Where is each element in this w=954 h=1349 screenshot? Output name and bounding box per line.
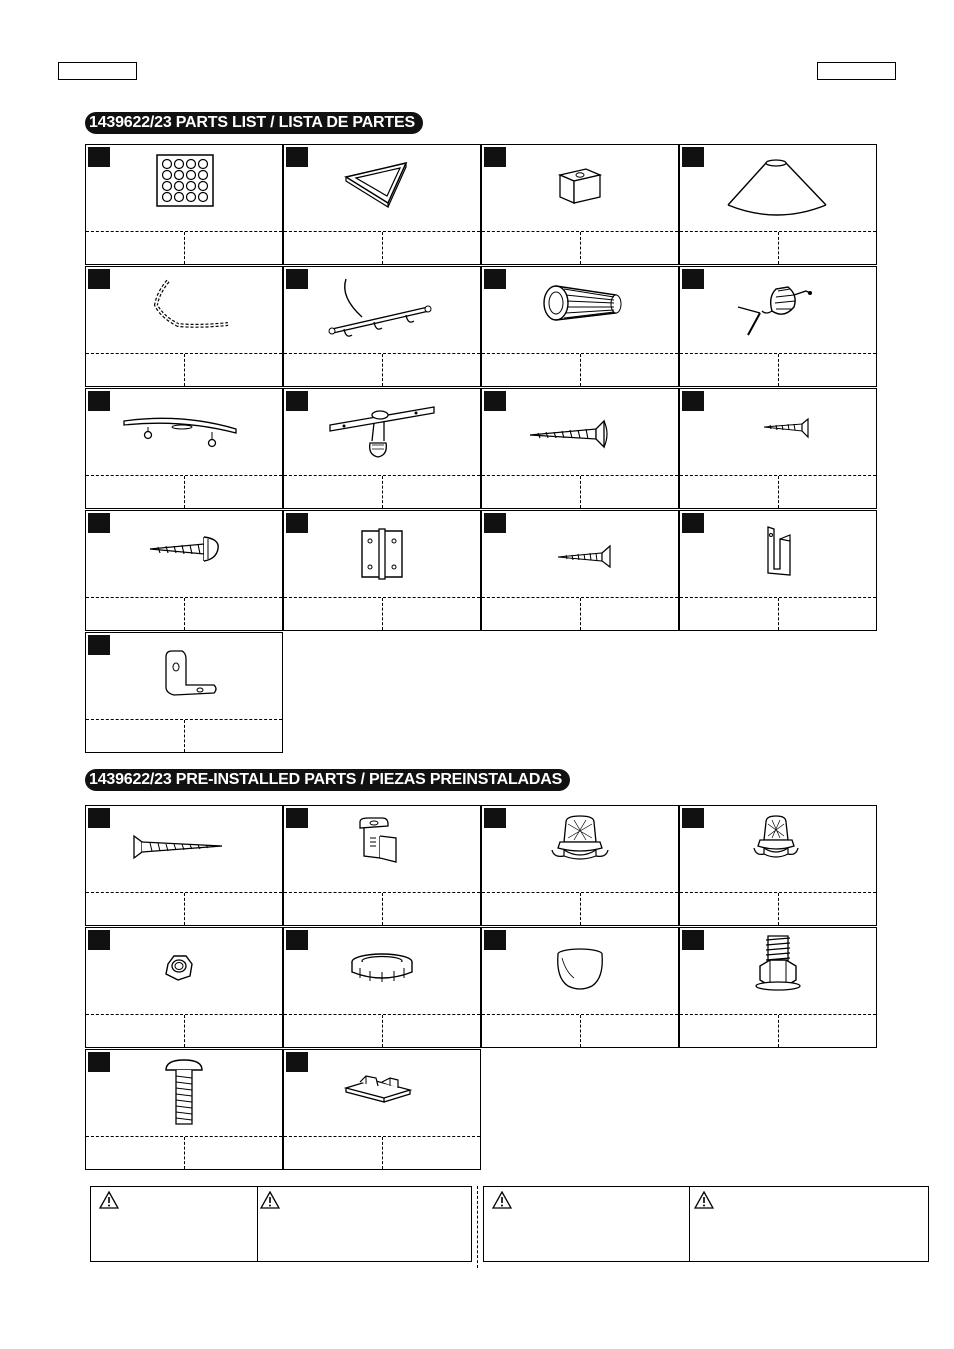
part-cell [679,510,877,631]
large-screw-icon [482,389,680,475]
warning-cell [258,1187,471,1261]
medium-screw-icon [482,511,680,597]
part-cell [679,388,877,509]
warning-panel-right [483,1186,929,1262]
preinstalled-cell [283,927,481,1048]
part-cell [679,144,877,265]
preinstalled-cell [481,927,679,1048]
preinstalled-cell [679,805,877,926]
socket-small-icon [680,806,878,892]
hinge-icon [284,511,482,597]
part-cell [481,266,679,387]
long-screw-icon [86,806,284,892]
mounting-bracket-icon [284,389,482,475]
part-cell [481,510,679,631]
page-tag-right [817,62,896,80]
part-cell [85,266,283,387]
round-head-screw-icon [86,511,284,597]
carriage-bolt-icon [86,1050,284,1136]
part-cell [283,388,481,509]
preinstalled-cell [283,1049,481,1170]
warning-triangle-icon [99,1191,119,1209]
warning-cell [91,1187,258,1261]
warning-triangle-icon [492,1191,512,1209]
l-bracket-icon [86,633,284,719]
part-cell [283,510,481,631]
finial-knob-icon [680,267,878,353]
warning-triangle-icon [694,1191,714,1209]
preinstalled-cell [283,805,481,926]
parts-list-title: 1439622/23 PARTS LIST / LISTA DE PARTES [85,112,423,134]
part-cell [85,388,283,509]
canopy-plate-icon [86,389,284,475]
cup-icon [482,928,680,1014]
wall-hook-icon [680,511,878,597]
page-tag-left [58,62,137,80]
triangle-frame-icon [284,145,482,231]
warning-cell [484,1187,690,1261]
part-cell [85,632,283,753]
light-bar-icon [284,267,482,353]
preinstalled-cell [85,927,283,1048]
part-cell [85,510,283,631]
finial-sleeve-icon [482,267,680,353]
preinstalled-cell [679,927,877,1048]
chain-icon [86,267,284,353]
warning-triangle-icon [260,1191,280,1209]
lamp-shade-icon [680,145,878,231]
warning-cell [690,1187,928,1261]
cube-block-icon [482,145,680,231]
hex-bolt-icon [680,928,878,1014]
hex-nut-icon [86,928,284,1014]
cut-line [477,1186,478,1268]
part-cell [481,388,679,509]
part-cell [679,266,877,387]
preinstalled-cell [85,805,283,926]
part-cell [283,266,481,387]
felt-pads-sheet-icon [86,145,284,231]
preinstalled-title: 1439622/23 PRE-INSTALLED PARTS / PIEZAS PREINSTALADAS [85,769,570,791]
socket-large-icon [482,806,680,892]
preinstalled-cell [481,805,679,926]
warning-panel-left [90,1186,472,1262]
socket-bracket-icon [284,806,482,892]
part-cell [85,144,283,265]
small-screw-icon [680,389,878,475]
ring-nut-icon [284,928,482,1014]
mount-block-icon [284,1050,482,1136]
preinstalled-cell [85,1049,283,1170]
part-cell [283,144,481,265]
part-cell [481,144,679,265]
